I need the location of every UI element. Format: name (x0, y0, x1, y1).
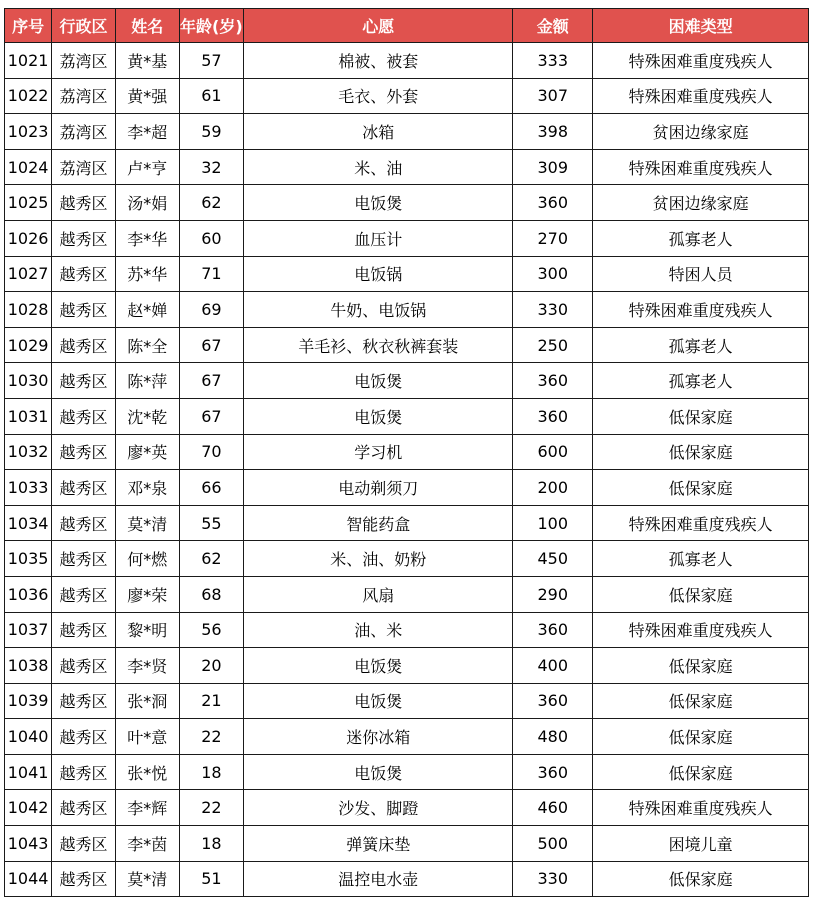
header-row (5, 9, 809, 43)
table-row (5, 826, 809, 862)
cell-name: 何*燃 (115, 541, 179, 577)
cell-wish: 油、米 (244, 612, 513, 648)
table-header (5, 9, 809, 43)
cell-hardship-type: 特殊困难重度残疾人 (593, 149, 809, 185)
cell-amount: 360 (513, 612, 593, 648)
header-age: 年龄(岁) (179, 9, 244, 43)
cell-serial-number: 1032 (5, 434, 52, 470)
cell-age: 56 (179, 612, 244, 648)
cell-age: 70 (179, 434, 244, 470)
cell-amount: 200 (513, 470, 593, 506)
table-row (5, 256, 809, 292)
cell-name: 莫*清 (115, 505, 179, 541)
cell-amount: 307 (513, 78, 593, 114)
table-row (5, 220, 809, 256)
cell-name: 张*悦 (115, 754, 179, 790)
cell-wish: 学习机 (244, 434, 513, 470)
cell-hardship-type: 孤寡老人 (593, 541, 809, 577)
table-row (5, 185, 809, 221)
table-row (5, 470, 809, 506)
cell-hardship-type: 特困人员 (593, 256, 809, 292)
cell-name: 李*超 (115, 114, 179, 150)
cell-serial-number: 1028 (5, 292, 52, 328)
cell-name: 李*辉 (115, 790, 179, 826)
cell-age: 21 (179, 683, 244, 719)
cell-serial-number: 1037 (5, 612, 52, 648)
cell-wish: 风扇 (244, 576, 513, 612)
cell-amount: 330 (513, 292, 593, 328)
cell-name: 赵*婵 (115, 292, 179, 328)
cell-serial-number: 1040 (5, 719, 52, 755)
cell-name: 李*贤 (115, 648, 179, 684)
cell-amount: 360 (513, 398, 593, 434)
cell-serial-number: 1021 (5, 43, 52, 79)
table-body (5, 43, 809, 897)
cell-district: 荔湾区 (52, 149, 116, 185)
cell-serial-number: 1023 (5, 114, 52, 150)
cell-amount: 360 (513, 185, 593, 221)
cell-serial-number: 1038 (5, 648, 52, 684)
cell-wish: 智能药盒 (244, 505, 513, 541)
cell-serial-number: 1034 (5, 505, 52, 541)
cell-amount: 460 (513, 790, 593, 826)
header-serial-number: 序号 (5, 9, 52, 43)
cell-amount: 330 (513, 861, 593, 897)
cell-hardship-type: 低保家庭 (593, 470, 809, 506)
table-row (5, 114, 809, 150)
cell-hardship-type: 孤寡老人 (593, 327, 809, 363)
cell-district: 越秀区 (52, 327, 116, 363)
cell-name: 苏*华 (115, 256, 179, 292)
cell-amount: 360 (513, 363, 593, 399)
cell-wish: 冰箱 (244, 114, 513, 150)
table-row (5, 648, 809, 684)
cell-age: 60 (179, 220, 244, 256)
cell-age: 69 (179, 292, 244, 328)
cell-name: 廖*英 (115, 434, 179, 470)
cell-district: 越秀区 (52, 826, 116, 862)
table-row (5, 790, 809, 826)
cell-age: 22 (179, 790, 244, 826)
cell-name: 黄*强 (115, 78, 179, 114)
cell-district: 越秀区 (52, 185, 116, 221)
cell-wish: 电动剃须刀 (244, 470, 513, 506)
cell-hardship-type: 低保家庭 (593, 434, 809, 470)
cell-wish: 棉被、被套 (244, 43, 513, 79)
cell-district: 越秀区 (52, 790, 116, 826)
header-hardship-type: 困难类型 (593, 9, 809, 43)
cell-district: 越秀区 (52, 719, 116, 755)
cell-wish: 电饭煲 (244, 398, 513, 434)
cell-district: 越秀区 (52, 434, 116, 470)
cell-amount: 480 (513, 719, 593, 755)
cell-serial-number: 1026 (5, 220, 52, 256)
cell-district: 越秀区 (52, 505, 116, 541)
table-row (5, 363, 809, 399)
cell-district: 越秀区 (52, 612, 116, 648)
cell-district: 越秀区 (52, 576, 116, 612)
cell-district: 越秀区 (52, 648, 116, 684)
table-row (5, 754, 809, 790)
wish-list-table (4, 8, 809, 897)
cell-wish: 沙发、脚蹬 (244, 790, 513, 826)
cell-name: 邓*泉 (115, 470, 179, 506)
cell-district: 越秀区 (52, 220, 116, 256)
cell-name: 廖*荣 (115, 576, 179, 612)
header-wish: 心愿 (244, 9, 513, 43)
cell-name: 李*华 (115, 220, 179, 256)
cell-amount: 309 (513, 149, 593, 185)
wish-list-sheet (4, 8, 809, 897)
cell-wish: 米、油、奶粉 (244, 541, 513, 577)
cell-district: 越秀区 (52, 398, 116, 434)
cell-amount: 100 (513, 505, 593, 541)
cell-age: 22 (179, 719, 244, 755)
cell-serial-number: 1044 (5, 861, 52, 897)
cell-age: 59 (179, 114, 244, 150)
cell-hardship-type: 特殊困难重度残疾人 (593, 292, 809, 328)
cell-district: 越秀区 (52, 683, 116, 719)
cell-age: 66 (179, 470, 244, 506)
table-row (5, 327, 809, 363)
cell-age: 62 (179, 541, 244, 577)
cell-name: 莫*清 (115, 861, 179, 897)
cell-wish: 迷你冰箱 (244, 719, 513, 755)
table-row (5, 149, 809, 185)
cell-amount: 600 (513, 434, 593, 470)
cell-hardship-type: 困境儿童 (593, 826, 809, 862)
cell-serial-number: 1041 (5, 754, 52, 790)
cell-serial-number: 1025 (5, 185, 52, 221)
cell-name: 黄*基 (115, 43, 179, 79)
cell-hardship-type: 孤寡老人 (593, 363, 809, 399)
table-row (5, 505, 809, 541)
cell-serial-number: 1027 (5, 256, 52, 292)
table-row (5, 78, 809, 114)
cell-age: 32 (179, 149, 244, 185)
cell-name: 陈*萍 (115, 363, 179, 399)
cell-district: 越秀区 (52, 292, 116, 328)
cell-name: 叶*意 (115, 719, 179, 755)
cell-serial-number: 1024 (5, 149, 52, 185)
cell-hardship-type: 特殊困难重度残疾人 (593, 43, 809, 79)
cell-name: 黎*明 (115, 612, 179, 648)
cell-name: 陈*全 (115, 327, 179, 363)
cell-age: 51 (179, 861, 244, 897)
cell-serial-number: 1043 (5, 826, 52, 862)
cell-name: 张*浻 (115, 683, 179, 719)
cell-wish: 电饭煲 (244, 363, 513, 399)
header-amount: 金额 (513, 9, 593, 43)
cell-age: 67 (179, 398, 244, 434)
cell-serial-number: 1042 (5, 790, 52, 826)
cell-district: 越秀区 (52, 256, 116, 292)
cell-wish: 羊毛衫、秋衣秋裤套装 (244, 327, 513, 363)
cell-wish: 米、油 (244, 149, 513, 185)
cell-amount: 333 (513, 43, 593, 79)
cell-wish: 电饭煲 (244, 185, 513, 221)
cell-age: 18 (179, 826, 244, 862)
cell-amount: 360 (513, 754, 593, 790)
cell-wish: 温控电水壶 (244, 861, 513, 897)
cell-wish: 弹簧床垫 (244, 826, 513, 862)
cell-hardship-type: 贫困边缘家庭 (593, 185, 809, 221)
table-row (5, 576, 809, 612)
table-row (5, 719, 809, 755)
cell-age: 68 (179, 576, 244, 612)
cell-wish: 毛衣、外套 (244, 78, 513, 114)
cell-serial-number: 1029 (5, 327, 52, 363)
cell-age: 55 (179, 505, 244, 541)
cell-serial-number: 1039 (5, 683, 52, 719)
cell-hardship-type: 低保家庭 (593, 683, 809, 719)
cell-amount: 398 (513, 114, 593, 150)
table-row (5, 541, 809, 577)
header-district: 行政区 (52, 9, 116, 43)
cell-name: 汤*娟 (115, 185, 179, 221)
cell-hardship-type: 特殊困难重度残疾人 (593, 505, 809, 541)
cell-serial-number: 1022 (5, 78, 52, 114)
cell-amount: 450 (513, 541, 593, 577)
cell-district: 越秀区 (52, 470, 116, 506)
cell-name: 李*茵 (115, 826, 179, 862)
cell-hardship-type: 特殊困难重度残疾人 (593, 612, 809, 648)
cell-serial-number: 1031 (5, 398, 52, 434)
cell-age: 71 (179, 256, 244, 292)
cell-amount: 360 (513, 683, 593, 719)
table-row (5, 398, 809, 434)
cell-age: 67 (179, 363, 244, 399)
cell-serial-number: 1036 (5, 576, 52, 612)
cell-name: 卢*亨 (115, 149, 179, 185)
cell-age: 62 (179, 185, 244, 221)
table-row (5, 861, 809, 897)
table-row (5, 434, 809, 470)
cell-hardship-type: 特殊困难重度残疾人 (593, 790, 809, 826)
cell-hardship-type: 低保家庭 (593, 861, 809, 897)
cell-amount: 400 (513, 648, 593, 684)
table-row (5, 612, 809, 648)
cell-amount: 300 (513, 256, 593, 292)
cell-wish: 血压计 (244, 220, 513, 256)
cell-amount: 500 (513, 826, 593, 862)
table-row (5, 683, 809, 719)
cell-wish: 电饭锅 (244, 256, 513, 292)
header-name: 姓名 (115, 9, 179, 43)
cell-hardship-type: 低保家庭 (593, 576, 809, 612)
cell-amount: 250 (513, 327, 593, 363)
cell-age: 18 (179, 754, 244, 790)
cell-hardship-type: 特殊困难重度残疾人 (593, 78, 809, 114)
cell-age: 67 (179, 327, 244, 363)
cell-hardship-type: 低保家庭 (593, 398, 809, 434)
cell-amount: 270 (513, 220, 593, 256)
cell-hardship-type: 贫困边缘家庭 (593, 114, 809, 150)
cell-district: 越秀区 (52, 541, 116, 577)
cell-age: 20 (179, 648, 244, 684)
cell-district: 越秀区 (52, 861, 116, 897)
cell-amount: 290 (513, 576, 593, 612)
table-row (5, 292, 809, 328)
cell-serial-number: 1035 (5, 541, 52, 577)
cell-hardship-type: 低保家庭 (593, 719, 809, 755)
cell-wish: 电饭煲 (244, 648, 513, 684)
cell-serial-number: 1033 (5, 470, 52, 506)
cell-wish: 牛奶、电饭锅 (244, 292, 513, 328)
cell-wish: 电饭煲 (244, 754, 513, 790)
cell-district: 荔湾区 (52, 78, 116, 114)
table-row (5, 43, 809, 79)
cell-hardship-type: 低保家庭 (593, 648, 809, 684)
cell-hardship-type: 低保家庭 (593, 754, 809, 790)
cell-age: 61 (179, 78, 244, 114)
cell-serial-number: 1030 (5, 363, 52, 399)
cell-district: 越秀区 (52, 363, 116, 399)
cell-age: 57 (179, 43, 244, 79)
cell-district: 荔湾区 (52, 43, 116, 79)
cell-hardship-type: 孤寡老人 (593, 220, 809, 256)
cell-district: 荔湾区 (52, 114, 116, 150)
cell-wish: 电饭煲 (244, 683, 513, 719)
cell-district: 越秀区 (52, 754, 116, 790)
cell-name: 沈*乾 (115, 398, 179, 434)
